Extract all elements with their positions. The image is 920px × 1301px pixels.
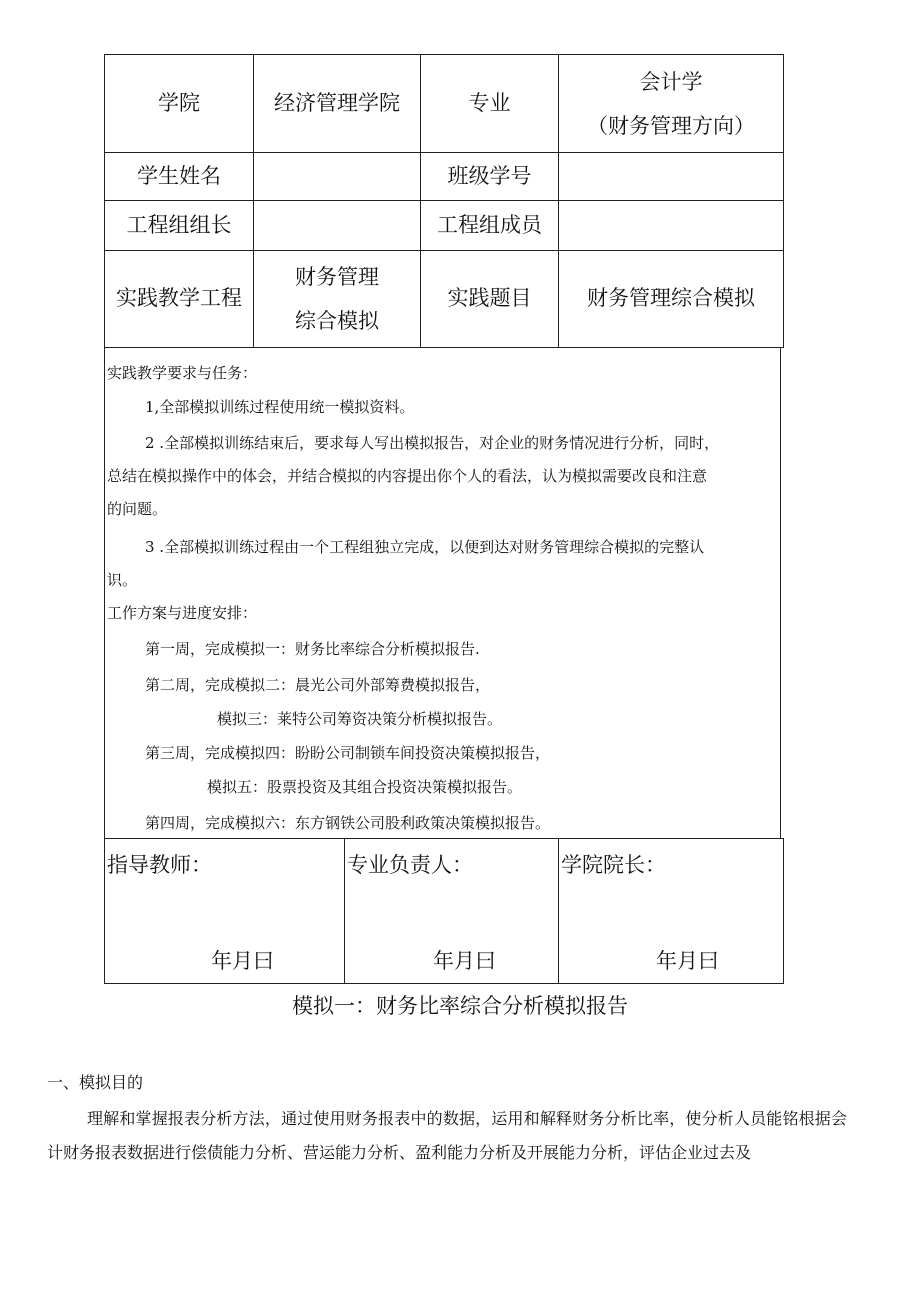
section-1-heading: 一、模拟目的	[47, 1073, 144, 1092]
requirement-1: 1,全部模拟训练过程使用统一模拟资料。	[145, 398, 415, 416]
task-box	[104, 347, 781, 838]
group-member-value	[559, 201, 784, 251]
week-1: 第一周，完成模拟一：财务比率综合分析模拟报告.	[145, 640, 480, 658]
group-leader-label: 工程组组长	[105, 201, 254, 251]
student-name-label: 学生姓名	[105, 153, 254, 201]
dean-cell	[559, 839, 784, 984]
advisor-label: 指导教师：	[107, 853, 212, 877]
project-value	[254, 251, 421, 348]
requirements-heading: 实践教学要求与任务：	[107, 364, 258, 382]
major-head-cell	[345, 839, 559, 984]
major-label: 专业	[421, 55, 559, 153]
major-value-line1: 会计学	[639, 69, 703, 94]
requirement-2-line2: 总结在模拟操作中的体会，并结合模拟的内容提出你个人的看法，认为模拟需要改良和注意	[107, 467, 708, 485]
plan-heading: 工作方案与进度安排：	[107, 604, 258, 622]
requirement-2-line1: 2 .全部模拟训练结束后，要求每人写出模拟报告，对企业的财务情况进行分析，同时，	[145, 434, 720, 452]
student-name-value	[254, 153, 421, 201]
major-value	[559, 55, 784, 153]
project-value-line2: 综合模拟	[295, 309, 379, 333]
week-2: 第二周，完成模拟二：晨光公司外部筹费模拟报告，	[145, 676, 491, 694]
group-member-label: 工程组成员	[421, 201, 559, 251]
signature-table	[104, 838, 784, 984]
college-label: 学院	[105, 55, 254, 153]
college-value: 经济管理学院	[254, 55, 421, 153]
week-3: 第三周，完成模拟四：盼盼公司制锁车间投资决策模拟报告，	[145, 744, 551, 762]
dean-label: 学院院长：	[561, 853, 666, 877]
topic-label: 实践题目	[421, 251, 559, 348]
class-id-label: 班级学号	[421, 153, 559, 201]
major-head-label: 专业负责人：	[347, 853, 473, 877]
advisor-date: 年月曰	[211, 949, 274, 973]
info-table	[104, 54, 784, 348]
group-leader-value	[254, 201, 421, 251]
major-head-date: 年月曰	[433, 949, 496, 973]
project-value-line1: 财务管理	[295, 265, 379, 289]
advisor-cell	[105, 839, 345, 984]
report-title: 模拟一：财务比率综合分析模拟报告	[292, 994, 628, 1018]
requirement-3-line2: 识。	[107, 571, 138, 589]
week-3b: 模拟五：股票投资及其组合投资决策模拟报告。	[207, 778, 523, 796]
week-4: 第四周，完成模拟六：东方钢铁公司股利政策决策模拟报告。	[145, 814, 551, 832]
major-value-line2: （财务管理方向）	[587, 113, 755, 138]
requirement-2-line3: 的问题。	[107, 500, 168, 518]
section-1-paragraph: 理解和掌握报表分析方法，通过使用财务报表中的数据，运用和解释财务分析比率，使分析人员能铭根据会计财务报表数据进行偿债能力分析、营运能力分析、盈利能力分析及开展能力分析，评估企业过去及	[47, 1109, 847, 1162]
dean-date: 年月曰	[656, 949, 719, 973]
class-id-value	[559, 153, 784, 201]
week-2b: 模拟三：莱特公司筹资决策分析模拟报告。	[217, 710, 503, 728]
project-label: 实践教学工程	[105, 251, 254, 348]
topic-value: 财务管理综合模拟	[559, 251, 784, 348]
requirement-3-line1: 3 .全部模拟训练过程由一个工程组独立完成，以便到达对财务管理综合模拟的完整认	[145, 538, 705, 556]
